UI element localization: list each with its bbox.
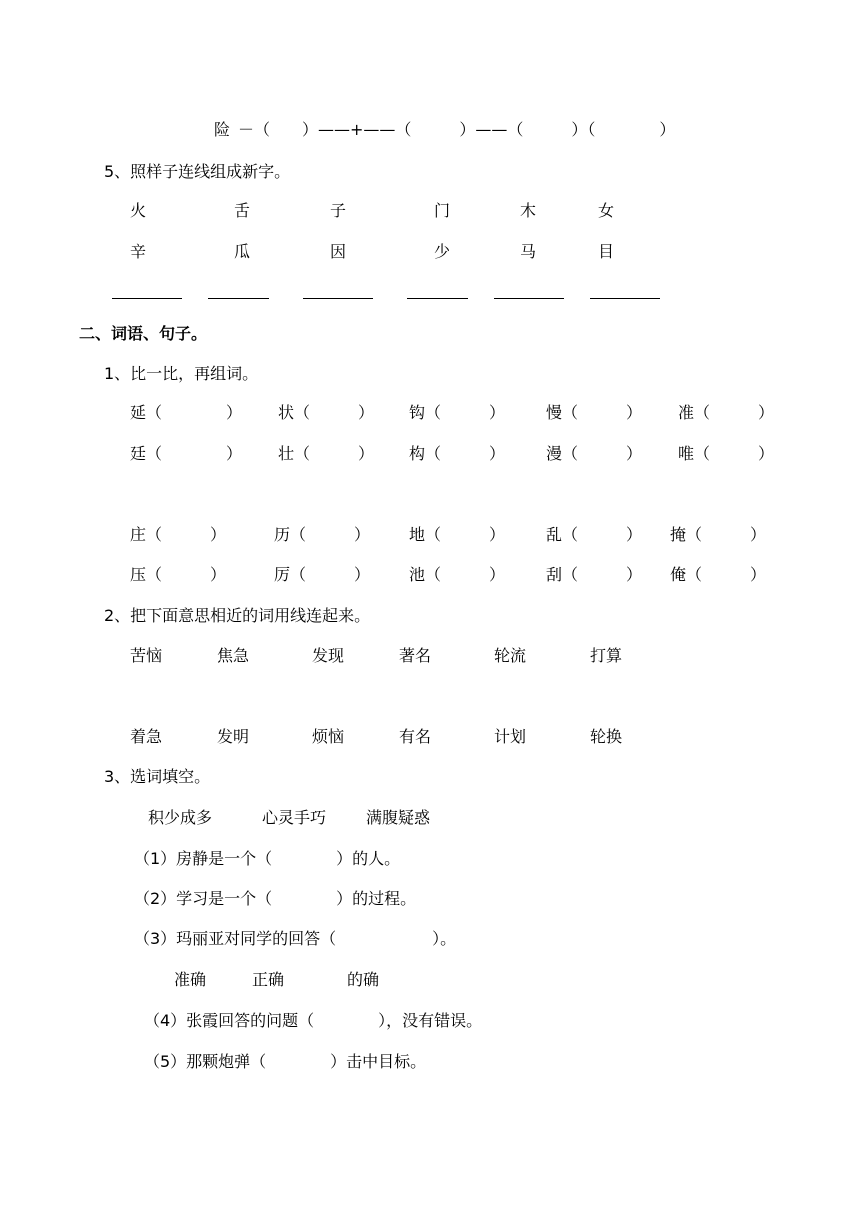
match-word[interactable]: 轮流 xyxy=(494,646,527,665)
compare-item: 掩（ ） xyxy=(670,525,767,544)
word-choice: 满腹疑惑 xyxy=(366,808,431,827)
q5-char: 火 xyxy=(130,201,147,220)
q5-char: 因 xyxy=(330,242,347,261)
answer-underline[interactable] xyxy=(590,298,660,299)
compare-item: 刮（ ） xyxy=(546,565,643,584)
fill-sentence: （1）房静是一个（ ）的人。 xyxy=(134,849,401,868)
line-char: 险 xyxy=(214,120,231,139)
match-word[interactable]: 苦恼 xyxy=(130,646,163,665)
question-title: 3、选词填空。 xyxy=(104,767,211,786)
word-choice: 积少成多 xyxy=(148,808,213,827)
q5-char: 舌 xyxy=(234,201,251,220)
word-choice: 的确 xyxy=(347,970,380,989)
compare-item: 壮（ ） xyxy=(278,444,375,463)
q5-char: 门 xyxy=(434,201,451,220)
match-word[interactable]: 焦急 xyxy=(217,646,250,665)
line-blanks: －（ ）——+——（ ）——（ ）（ ） xyxy=(238,120,676,139)
match-word[interactable]: 有名 xyxy=(399,727,432,746)
compare-item: 漫（ ） xyxy=(546,444,643,463)
fill-sentence: （5）那颗炮弹（ ）击中目标。 xyxy=(144,1052,427,1071)
match-word[interactable]: 著名 xyxy=(399,646,432,665)
fill-sentence: （2）学习是一个（ ）的过程。 xyxy=(134,889,417,908)
compare-item: 池（ ） xyxy=(409,565,506,584)
match-word[interactable]: 轮换 xyxy=(590,727,623,746)
fill-sentence: （3）玛丽亚对同学的回答（ ）。 xyxy=(134,929,457,948)
compare-item: 钩（ ） xyxy=(409,403,506,422)
q5-title: 5、照样子连线组成新字。 xyxy=(104,162,291,181)
q5-char: 马 xyxy=(520,242,537,261)
compare-item: 准（ ） xyxy=(678,403,775,422)
match-word[interactable]: 打算 xyxy=(590,646,623,665)
match-word[interactable]: 着急 xyxy=(130,727,163,746)
word-choice: 正确 xyxy=(252,970,285,989)
compare-item: 状（ ） xyxy=(278,403,375,422)
compare-item: 唯（ ） xyxy=(678,444,775,463)
compare-item: 历（ ） xyxy=(274,525,371,544)
compare-item: 廷（ ） xyxy=(130,444,243,463)
q5-char: 少 xyxy=(434,242,451,261)
match-word[interactable]: 计划 xyxy=(494,727,527,746)
answer-underline[interactable] xyxy=(407,298,468,299)
compare-item: 压（ ） xyxy=(130,565,227,584)
compare-item: 庄（ ） xyxy=(130,525,227,544)
compare-item: 构（ ） xyxy=(409,444,506,463)
section-title: 二、词语、句子。 xyxy=(79,324,208,343)
q5-char: 辛 xyxy=(130,242,147,261)
compare-item: 厉（ ） xyxy=(274,565,371,584)
answer-underline[interactable] xyxy=(112,298,182,299)
compare-item: 乱（ ） xyxy=(546,525,643,544)
q5-char: 女 xyxy=(598,201,615,220)
answer-underline[interactable] xyxy=(303,298,373,299)
q5-char: 子 xyxy=(330,201,347,220)
fill-sentence: （4）张霞回答的问题（ ），没有错误。 xyxy=(144,1011,483,1030)
q5-char: 木 xyxy=(520,201,537,220)
question-title: 1、比一比，再组词。 xyxy=(104,364,259,383)
word-choice: 心灵手巧 xyxy=(262,808,327,827)
compare-item: 延（ ） xyxy=(130,403,243,422)
match-word[interactable]: 发明 xyxy=(217,727,250,746)
compare-item: 慢（ ） xyxy=(546,403,643,422)
match-word[interactable]: 烦恼 xyxy=(312,727,345,746)
question-title: 2、把下面意思相近的词用线连起来。 xyxy=(104,606,371,625)
word-choice: 准确 xyxy=(174,970,207,989)
compare-item: 地（ ） xyxy=(409,525,506,544)
q5-char: 瓜 xyxy=(234,242,251,261)
answer-underline[interactable] xyxy=(208,298,269,299)
q5-char: 目 xyxy=(598,242,615,261)
compare-item: 俺（ ） xyxy=(670,565,767,584)
match-word[interactable]: 发现 xyxy=(312,646,345,665)
answer-underline[interactable] xyxy=(494,298,564,299)
